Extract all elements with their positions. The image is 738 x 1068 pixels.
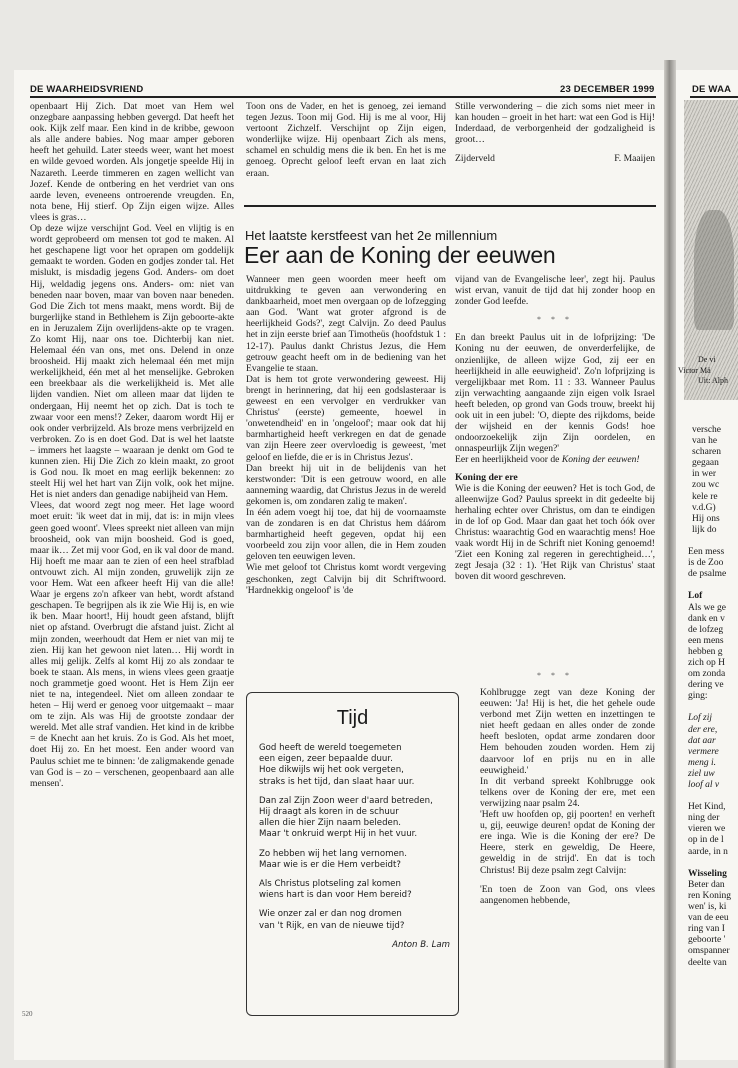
facing-page-line: Lof zij xyxy=(688,713,713,724)
poem-line: God heeft de wereld toegemeten xyxy=(259,743,402,753)
poem-body xyxy=(259,743,454,951)
facing-page-line: ning der xyxy=(688,813,720,824)
caption-line: De vi xyxy=(698,355,716,364)
article-paragraph: Dat is hem tot grote verwondering geweest. Hij brengt in herinnering, dat hij een godslasteraar is geweest en een vervolger en verdrukker van Christus' (eerste) gemeente, hoewel in 'onwetendheid' en in 'ongeloof'; maar ook dat hij barmhartigheid heeft verkregen en dat de genade van zijn Heere zeer overvloedig is geweest, 'met geloof en liefde, die er is in Christus Jezus'. xyxy=(246,373,446,463)
facing-page-line: scharen xyxy=(692,447,722,458)
column-2-top xyxy=(246,101,446,179)
facing-page-line: zich op H xyxy=(688,657,725,668)
article-paragraph: 'En toen de Zoon van God, ons vlees aangenomen hebbende, xyxy=(480,883,655,906)
article-text: Eer en heerlijkheid voor de xyxy=(455,454,560,466)
poem-line: Maar 't onkruid werpt Hij in het vuur. xyxy=(259,829,418,840)
facing-page-line: meng i. xyxy=(688,757,716,768)
caption-line: Victor Mä xyxy=(678,366,711,375)
col1-paragraph: Vlees, dat woord zegt nog meer. Het lage woord moet eruit: 'ik weet dat in mij, dat is: in mijn vlees geen goed woont'. Vlees spreekt niet alleen van mijn broosheid, ook van mijn boosheid. God is goed, maar ik… Zet mij voor God, en ik val door de mand. Hij hoeft me maar aan te zien of een heel strafblad ontvouwt zich. Al mijn zonden, gruwelijk zijn ze voor Hem. Wat een afkeer heeft Hij van die alle! Waar je ergens zo'n afkeer van hebt, wordt afstand geschapen. Te begrijpen als ik zie Wie Hij is, en wie ik ben. Maar hoort!, Hij houdt geen afstand, blijft niet op afstand. Overbrugt die afstand juist. Zicht al mijn zonden, weerhoudt dat Hem er niet van mij te zien. Hij kan het gewoon niet laten… Hij wordt in alles mij gelijk. Zelfs al komt Hij zo als zondaar te boek te staan. Als mens, in wiens vlees geen graatje noch grammetje goed woont. Het is Hem Zijn eer niet te na, integendeel. Niet om alleen zondaar te heten – Hij werd er genoeg voor uitgemaakt – maar om te zijn. Als was Hij de grootste zondaar der wereld. Met alle straf vandien. Het kind in de kribbe = de Knecht aan het kruis. Zo is God. Als het moet, doet Hij zo. En het moest. Een ander woord van Paulus schiet me te binnen: 'de zaligmakende genade van God is – zo – verschenen, geopenbaard aan alle mensen'. xyxy=(30,500,234,789)
poem-line: Maar wie is er die Hem verbeidt? xyxy=(259,859,401,870)
facing-page-line xyxy=(688,791,731,802)
facing-page-line xyxy=(692,536,731,547)
facing-page-line: zou wc xyxy=(692,480,720,491)
article-top-rule xyxy=(244,205,656,207)
article-paragraph: Wie is die Koning der eeuwen? Het is toch God, de alleenwijze God? Paulus spreekt in dit gedeelte bij herhaling echter over Christus, om dan te eindigen in de lof op God. Maar dan gaat het toch óók over Christus: waarachtig God en waarachtig mens! Hoe vaak wordt Hij in de Schrift niet Koning genoemd! 'Ziet een Koning zal regeren in gerechtigheid…', zegt Jesaja (32 : 1). 'Het Rijk van Christus' staat boven dit woord geschreven. xyxy=(455,482,655,583)
article-column-b-lower xyxy=(480,687,655,1017)
facing-page-line: Hij ons xyxy=(692,513,720,524)
header-rule xyxy=(30,96,656,98)
article-paragraph: Kohlbrugge zegt van deze Koning der eeuwen: 'Ja! Hij is het, die het gehele oude verbond met Zijn wetten en inzettingen te niet heeft gedaan en alles onder de zonde heeft besloten, opdat arme zondaren door Hem behouden zouden worden. Hem zij daarvoor lof en prijs nu en in alle eeuwigheid.' xyxy=(480,687,655,776)
section-separator: * * * xyxy=(537,315,573,325)
facing-page-line: hebben g xyxy=(688,646,723,657)
facing-page-line: geboorte ' xyxy=(688,935,726,946)
page-number: 520 xyxy=(22,1010,33,1018)
facing-page-line: in wer xyxy=(692,469,717,480)
facing-page-line: omspanner xyxy=(688,946,730,957)
facing-page-line: vieren we xyxy=(688,824,726,835)
article-paragraph: 'Heft uw hoofden op, gij poorten! en verheft u, gij, eeuwige deuren! opdat de Koning der ere inga. Wie is die Koning der ere? De Heere, sterk en geweldig, De Heere, geweldig in de strijd'. En dat is toch Christus! Bij deze psalm zegt Calvijn: xyxy=(480,809,655,876)
facing-page-line: v.d.G) xyxy=(692,502,716,513)
facing-page-line: aarde, in n xyxy=(688,846,728,857)
article-paragraph: Wie met geloof tot Christus komt wordt vergeving geschonken, zegt Calvijn bij dit Schriftwoord. 'Hardnekkig ongeloof' is 'de xyxy=(246,562,446,596)
signature-line xyxy=(455,153,655,164)
col1-paragraph: Op deze wijze verschijnt God. Veel en vlijtig is en wordt geprobeerd om mensen tot god te maken. Al het geschapene ligt voor het oprapen om goddelijk gemaakt te worden. Goden en godjes zonder tal. Het mislukt, is misdadig jegens God. Anders- om doet Hij, weldadig jegens ons. Anders- om: niet van beneden naar boven, maar van boven naar beneden. God Die Zich tot mens maakt, mens wordt. Bij de burgerlijke stand in Bethlehem is Zijn geboorte-akte en in Jeruzalem Zijn overlijdens-akte op te vragen. Zo komt Hij, naar ons toe. Dichterbij kan niet. Helemaal één van ons, met ons. Delend in onze broosheid. Hij maakt zich helemaal één met mijn werkelijkheid, één met al het menselijke. Gebroken een breekbaar als die werkelijkheid is. Met alle lijden vandien. Niet om alleen maar dat lijden te ondergaan, Hij neemt het op zich. Dat is toch te zwaar voor een mens!? Zeker, daarom wordt Hij er ook onder verbrijzeld. Als broze mens verbrijzeld en verbroken. Zo is en doet God. Dat is wel het laatste – immers het laagste – waaraan je denkt om God te kunnen zien. Hij Die Zich zo klein maakt, zo groot is God nou. Ik moet en mag eerlijk bekennen: zo steelt Hij wel het hart van Zijn volk, ook het mijne. Het is niet anders dan genadige nabijheid van Hem. xyxy=(30,223,234,501)
poem-line: Als Christus plotseling zal komen xyxy=(259,879,401,890)
poem-title: Tijd xyxy=(336,707,369,729)
col3-paragraph: Stille verwondering – die zich soms niet meer in kan houden – groeit in het hart: wat een God is Hij! Inderdaad, de verborgenheid der godzaligheid is groot… xyxy=(455,101,655,146)
facing-page-line: ren Koning xyxy=(688,890,732,901)
poem-line: wiens hart is dan voor Hem bereid? xyxy=(259,890,412,901)
facing-header-rule xyxy=(690,96,738,98)
masthead-title: DE WAARHEIDSVRIEND xyxy=(30,84,144,95)
signature-place: Zijderveld xyxy=(455,153,495,165)
facing-page-line: wen' is, ki xyxy=(688,902,727,913)
facing-page-line: kele re xyxy=(692,491,718,502)
facing-page-line: Beter dan xyxy=(688,879,725,890)
facing-page-line: ring van I xyxy=(688,924,725,935)
column-3-top xyxy=(455,101,655,164)
facing-page-line: Het Kind, xyxy=(688,802,726,813)
signature-author: F. Maaijen xyxy=(614,153,655,165)
subheading: Koning der ere xyxy=(455,471,518,483)
facing-page-line: om zonda xyxy=(688,669,726,680)
facing-page-line: dank en v xyxy=(688,613,725,624)
poem-line: Zo hebben wij het lang vernomen. xyxy=(259,848,407,859)
article-kicker: Het laatste kerstfeest van het 2e millennium xyxy=(245,228,498,243)
column-1 xyxy=(30,101,234,1006)
poem-line: allen die hier Zijn naam beleden. xyxy=(259,818,402,829)
facing-caption xyxy=(678,366,728,386)
facing-page-line: dering ve xyxy=(688,680,724,691)
section-separator: * * * xyxy=(537,671,573,680)
article-paragraph: In één adem voegt hij toe, dat hij de voornaamste van de zondaren is en dat Christus hem dáárom barmhartigheid heeft gegeven, opdat hij een voorbeeld zou zijn voor allen, die in Hem zouden geloven ten eeuwigen leven. xyxy=(246,506,446,563)
facing-page-line: is de Zoo xyxy=(688,558,724,569)
article-paragraph: vijand van de Evangelische leer', zegt hij. Paulus wist ervan, vanuit de tijd dat hij zonder hoop en zonder God leefde. xyxy=(455,274,655,308)
poem-line: Dan zal Zijn Zoon weer d'aard betreden, xyxy=(259,795,433,806)
facing-page-line: loof al v xyxy=(688,780,720,790)
article-paragraph: En dan breekt Paulus uit in de lofprijzing: 'De Koning nu der eeuwen, de onverderfelijke, de onzienlijke, de alleen wijze God, zij eer en heerlijkheid in alle eeuwigheid'. Zo'n lofprijzing is vergelijkbaar met Rom. 11 : 33. Wanneer Paulus zijn verwachting aangaande zijn eigen volk Israel heeft beleden, op grond van Gods trouw, breekt hij ook uit in een jubel: 'O, diepte des rijkdoms, beide der wijsheid en der kennis Gods! hoe ondoorzoekelijk zijn Zijn oordelen, en onnaspeurlijk Zijn wegen?' xyxy=(455,332,655,455)
col2-paragraph: Toon ons de Vader, en het is genoeg, zei iemand tegen Jezus. Toon mij God. Hij is me al voor, Hij vertoont Zichzelf. Verschijnt op Zijn eigen, wonderlijke wijze. Hij openbaart Zich als mens, schamel en schuldig mens die ik ben. En het is me genoeg. Oprecht geloof leeft ervan en laat zich eraan. xyxy=(246,101,446,179)
article-column-a xyxy=(246,274,446,672)
facing-caption xyxy=(698,355,716,365)
facing-page-line: de lofzeg xyxy=(688,624,724,635)
facing-page-line: ziel uw xyxy=(688,768,715,779)
facing-page-line: lijk do xyxy=(692,524,717,535)
poem-stanza xyxy=(259,743,454,788)
poem-stanza xyxy=(259,796,454,841)
facing-page-line: Wisseling xyxy=(688,868,727,879)
facing-page-line: gegaan xyxy=(692,458,719,469)
facing-page-line: versche xyxy=(692,425,722,435)
facing-page-line: Een mess xyxy=(688,547,725,558)
poem-stanza xyxy=(259,909,454,931)
facing-page-line: der ere, xyxy=(688,724,718,735)
masthead-date: 23 DECEMBER 1999 xyxy=(560,84,655,95)
article-title: Eer aan de Koning der eeuwen xyxy=(244,242,556,268)
poem-stanza xyxy=(259,849,454,871)
poem-line: Wie onzer zal er dan nog dromen xyxy=(259,909,402,920)
facing-page-text xyxy=(688,425,732,969)
facing-page-line xyxy=(688,580,731,591)
facing-page-line: Als we ge xyxy=(688,602,726,613)
poem-line: straks is het tijd, dan slaat haar uur. xyxy=(259,776,415,787)
facing-page-line: Lof xyxy=(688,591,703,602)
facing-page-line: van he xyxy=(692,436,718,447)
article-paragraph: In dit verband spreekt Kohlbrugge ook telkens over de Koning der ere, met een verwijzing naar psalm 24. xyxy=(480,775,655,809)
poem-line: Hij draagt als koren in de schuur xyxy=(259,807,399,818)
poem-stanza xyxy=(259,879,454,901)
article-paragraph: Wanneer men geen woorden meer heeft om uitdrukking te geven aan verwondering en dankbaarheid, moet men overgaan op de lofzegging aan God. 'Want wat groter afgrond is de heerlijkheid Gods?', zegt Calvijn. Zo deed Paulus het in zijn eerste brief aan Timotheüs (hoofdstuk 1 : 12-17). Paulus dankt Christus Jezus, die Hem getrouw geacht heeft om in de bediening van het Evangelie te staan. xyxy=(246,274,446,374)
facing-masthead: DE WAA xyxy=(692,84,732,95)
poem-author: Anton B. Lam xyxy=(392,939,450,950)
facing-page-line xyxy=(688,702,731,713)
facing-page-line: vermere xyxy=(688,746,719,757)
facing-page-line xyxy=(688,858,731,869)
col1-paragraph: openbaart Hij Zich. Dat moet van Hem wel onzegbare aanpassing hebben gevergd. Dat heeft het ook. Kijk zelf maar. Een kind in de kribbe, gewoon als alle andere babies. Nog maar amper geboren heeft het gehuild. Later steeds weer, want het moest en wilde gevoed worden. Als jongetje speelde Hij in Nazareth. Leerde timmeren en zagen wellicht van Jozef. Kende de ontbering en het verdriet van ons aarde leven, eveneens ontroerende vreugden. En, nota bene, Hij stierf. Op Zijn eigen wijze. Alles vlees is gras… xyxy=(30,101,234,223)
article-italic-text: Koning der eeuwen! xyxy=(561,454,640,466)
poem-line: van 't Rijk, en van de nieuwe tijd? xyxy=(259,920,405,931)
poem-box xyxy=(246,692,459,1016)
facing-page-line: de psalme xyxy=(688,569,727,580)
facing-page-line: deelte van xyxy=(688,957,727,968)
facing-page-line: ging: xyxy=(688,691,708,702)
facing-page-line: van de eeu xyxy=(688,913,729,924)
facing-page-line: dat aar xyxy=(688,735,716,746)
article-paragraph: Dan breekt hij uit in de belijdenis van het kerstwonder: 'Dit is een getrouw woord, en alle aanneming waardig, dat Christus Jezus in de wereld gekomen is, om zondaren zalig te maken'. xyxy=(246,462,446,507)
poem-line: een eigen, zeer bepaalde duur. xyxy=(259,754,393,765)
caption-line: Uit: Alph xyxy=(698,376,729,385)
facing-page-line: op in de l xyxy=(688,835,724,846)
facing-page-line: een mens xyxy=(688,635,724,646)
page-gutter xyxy=(664,60,676,1068)
poem-line: Hoe dikwijls wij het ook vergeten, xyxy=(259,765,404,776)
article-column-b xyxy=(455,274,655,664)
